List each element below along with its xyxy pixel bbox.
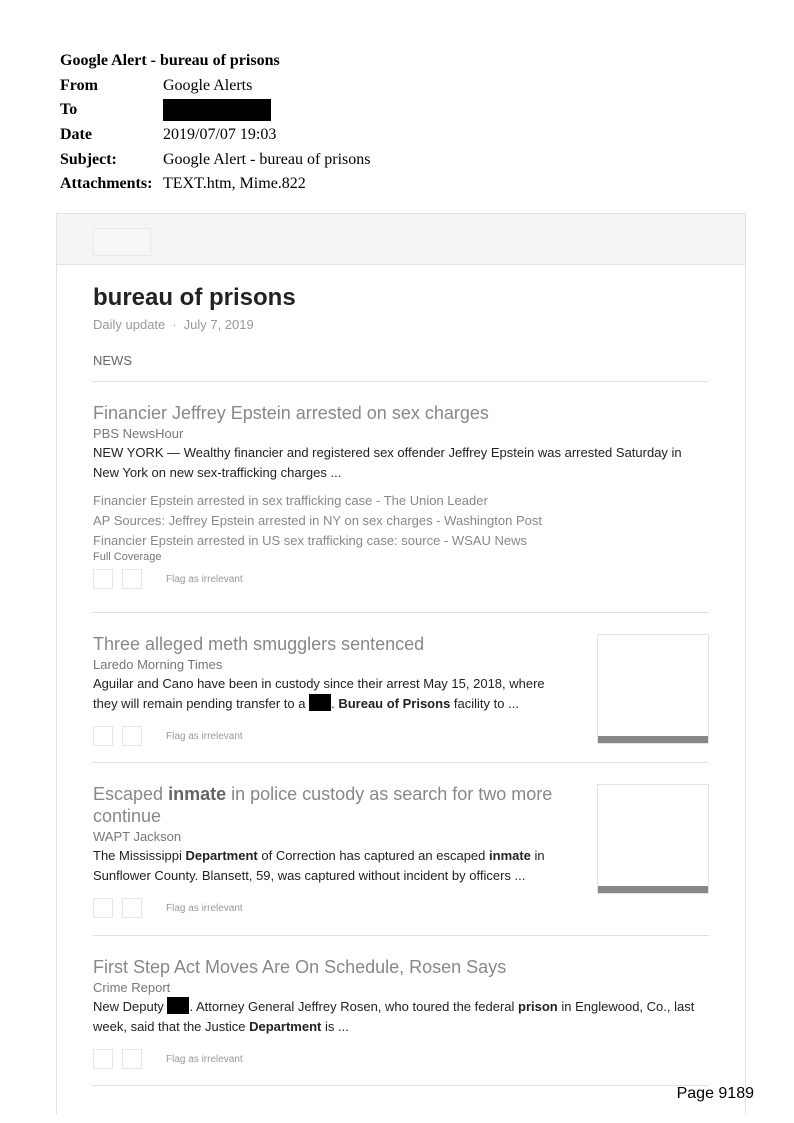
alert-card bbox=[56, 213, 746, 1114]
frequency-label: Daily update bbox=[93, 317, 166, 332]
card-header-bar bbox=[57, 214, 745, 265]
redaction-box bbox=[309, 694, 331, 711]
thumbs-up-icon[interactable] bbox=[93, 1049, 113, 1069]
news-source: Laredo Morning Times bbox=[93, 657, 223, 672]
item-actions bbox=[93, 726, 563, 746]
flag-irrelevant-link[interactable]: Flag as irrelevant bbox=[166, 1053, 243, 1065]
news-snippet bbox=[93, 846, 563, 886]
snippet-text: . Attorney General Jeffrey Rosen, who toured the federal bbox=[189, 999, 515, 1014]
news-thumbnail[interactable] bbox=[597, 634, 709, 744]
news-item bbox=[93, 382, 709, 613]
date-label: Date bbox=[60, 126, 92, 144]
email-header bbox=[60, 49, 371, 197]
news-source: WAPT Jackson bbox=[93, 829, 182, 844]
flag-irrelevant-link[interactable]: Flag as irrelevant bbox=[166, 902, 243, 914]
snippet-text: . bbox=[331, 696, 335, 711]
thumbs-up-icon[interactable] bbox=[93, 898, 113, 918]
email-title: Google Alert - bureau of prisons bbox=[60, 52, 280, 70]
snippet-text: New Deputy bbox=[93, 999, 164, 1014]
thumbs-down-icon[interactable] bbox=[122, 726, 142, 746]
snippet-bold-text: Bureau of Prisons bbox=[338, 696, 451, 711]
alert-subtitle bbox=[93, 317, 709, 332]
news-thumbnail[interactable] bbox=[597, 784, 709, 894]
full-coverage-link[interactable]: Full Coverage bbox=[93, 551, 162, 563]
related-link[interactable]: Financier Epstein arrested in sex trafficking case - The Union Leader bbox=[93, 493, 488, 508]
from-label: From bbox=[60, 76, 98, 94]
snippet-bold-text: Department bbox=[185, 848, 258, 863]
news-item-title-link[interactable]: Financier Jeffrey Epstein arrested on sex charges bbox=[93, 403, 489, 423]
snippet-text: The Mississippi bbox=[93, 848, 182, 863]
thumbs-down-icon[interactable] bbox=[122, 569, 142, 589]
news-snippet bbox=[93, 997, 709, 1037]
thumbnail-bar bbox=[598, 736, 708, 743]
news-source: PBS NewsHour bbox=[93, 426, 184, 441]
snippet-bold-text: Department bbox=[249, 1019, 322, 1034]
alert-content bbox=[93, 282, 709, 1086]
snippet-text: is ... bbox=[324, 1019, 349, 1034]
news-source: Crime Report bbox=[93, 980, 171, 995]
snippet-text: in Sunflower County. Blansett, 59, was captured without incident by officers ... bbox=[93, 848, 545, 883]
snippet-text: in Englewood, Co., last week, said that the Justice bbox=[93, 999, 695, 1034]
attachments-value: TEXT.htm, Mime.822 bbox=[163, 175, 306, 193]
title-bold-text: inmate bbox=[168, 784, 227, 804]
news-item-title-link[interactable]: First Step Act Moves Are On Schedule, Rosen Says bbox=[93, 957, 507, 977]
thumbs-up-icon[interactable] bbox=[93, 726, 113, 746]
news-item bbox=[93, 613, 709, 763]
subject-value: Google Alert - bureau of prisons bbox=[163, 150, 371, 168]
news-item-title-link[interactable] bbox=[93, 783, 563, 827]
from-value: Google Alerts bbox=[163, 76, 253, 94]
alert-query-title: bureau of prisons bbox=[93, 284, 296, 311]
date-value: 2019/07/07 19:03 bbox=[163, 126, 277, 144]
item-actions bbox=[93, 1049, 709, 1069]
section-heading-news: NEWS bbox=[93, 353, 709, 382]
snippet-text: of Correction has captured an escaped bbox=[261, 848, 486, 863]
thumbs-down-icon[interactable] bbox=[122, 1049, 142, 1069]
redaction-box bbox=[167, 997, 189, 1014]
redaction-box bbox=[163, 99, 271, 121]
item-actions bbox=[93, 898, 563, 918]
title-text: Escaped bbox=[93, 784, 164, 804]
news-item-title-link[interactable]: Three alleged meth smugglers sentenced bbox=[93, 634, 425, 654]
related-link[interactable]: Financier Epstein arrested in US sex trafficking case: source - WSAU News bbox=[93, 533, 527, 548]
snippet-text: Aguilar and Cano have been in custody since their arrest May 15, 2018, where they will remain pending transfer to a bbox=[93, 676, 545, 711]
news-snippet: NEW YORK — Wealthy financier and registered sex offender Jeffrey Epstein was arrested Saturday in New York on new sex-trafficking charges ... bbox=[93, 445, 682, 480]
news-item bbox=[93, 763, 709, 936]
separator-dot: · bbox=[172, 317, 177, 332]
to-label: To bbox=[60, 101, 78, 119]
page-number: Page 9189 bbox=[676, 1085, 754, 1102]
subject-label: Subject: bbox=[60, 150, 117, 168]
snippet-bold-text: inmate bbox=[489, 848, 531, 863]
related-link[interactable]: AP Sources: Jeffrey Epstein arrested in NY on sex charges - Washington Post bbox=[93, 513, 542, 528]
related-links bbox=[93, 491, 709, 551]
thumbnail-bar bbox=[598, 886, 708, 893]
flag-irrelevant-link[interactable]: Flag as irrelevant bbox=[166, 573, 243, 585]
thumbs-up-icon[interactable] bbox=[93, 569, 113, 589]
snippet-text: facility to ... bbox=[453, 696, 519, 711]
alert-date: July 7, 2019 bbox=[183, 317, 254, 332]
attachments-label: Attachments: bbox=[60, 175, 153, 193]
snippet-bold-text: prison bbox=[518, 999, 558, 1014]
item-actions bbox=[93, 569, 709, 589]
flag-irrelevant-link[interactable]: Flag as irrelevant bbox=[166, 730, 243, 742]
news-item bbox=[93, 936, 709, 1086]
thumbs-down-icon[interactable] bbox=[122, 898, 142, 918]
google-logo-placeholder bbox=[93, 228, 151, 256]
title-text: in police custody as search for two more continue bbox=[93, 784, 553, 826]
news-snippet bbox=[93, 674, 563, 714]
